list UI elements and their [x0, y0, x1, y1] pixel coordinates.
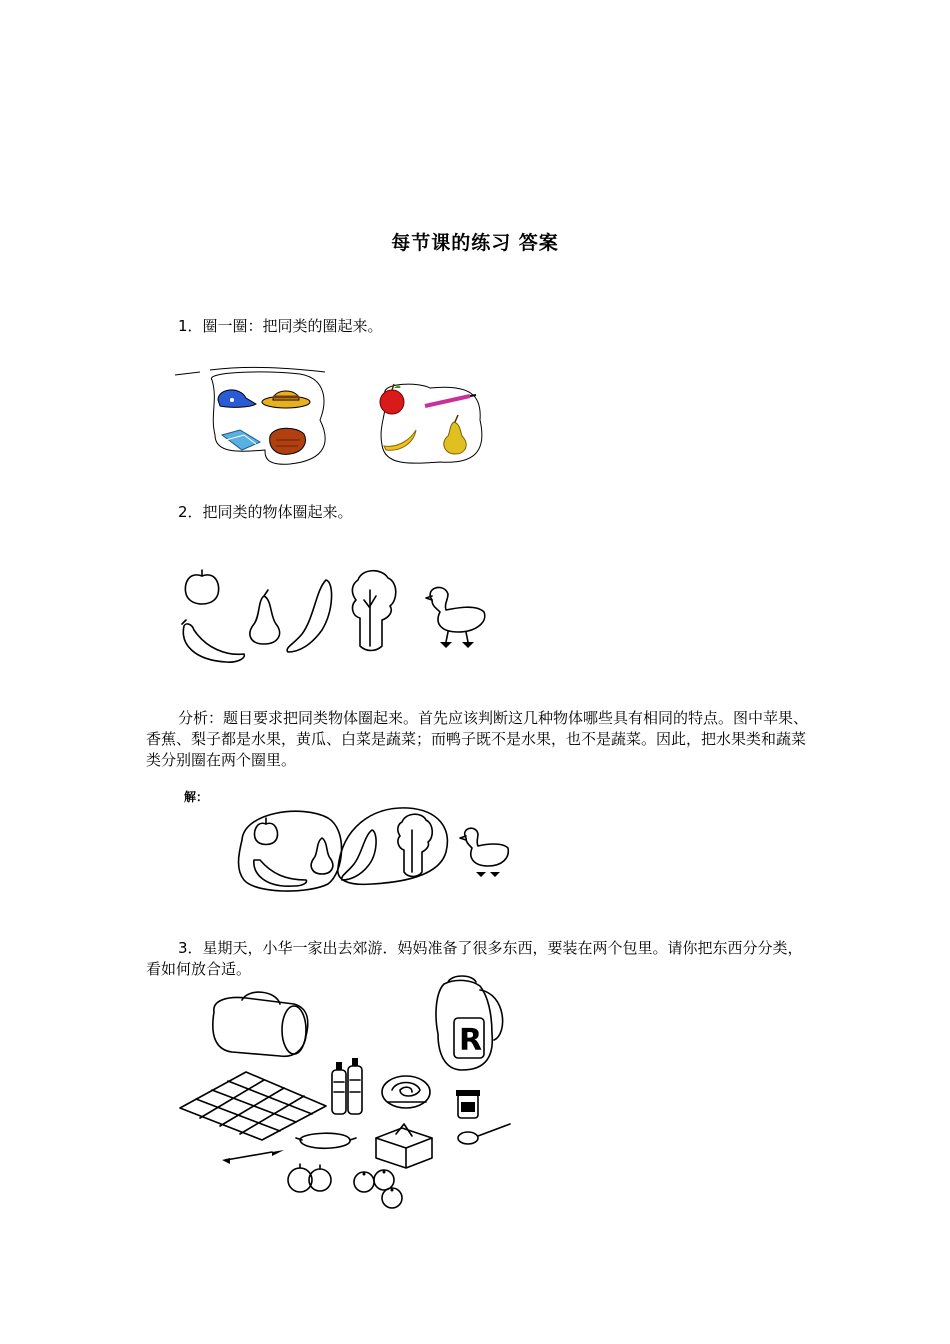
solution-label: 解： — [184, 790, 209, 804]
towel-icon — [222, 430, 260, 450]
backpack-letter: R — [459, 1023, 483, 1058]
water-bottles-icon — [332, 1058, 362, 1114]
banana-icon — [384, 430, 416, 450]
cabbage-outline-icon — [352, 571, 395, 651]
question-3-text: 3．星期天，小华一家出去郊游．妈妈准备了很多东西，要装在两个包里。请你把东西分分类，看如何放合适。 — [146, 939, 803, 978]
duck-outline-icon — [460, 828, 508, 877]
duffel-bag-icon — [213, 992, 308, 1056]
pear-icon — [444, 415, 466, 454]
jam-jar-icon — [456, 1090, 480, 1118]
duck-outline-icon — [426, 587, 485, 648]
sausage-icon — [296, 1133, 356, 1148]
banana-outline-icon — [254, 860, 307, 886]
apple-outline-icon — [254, 818, 277, 845]
cap-icon — [218, 390, 256, 407]
question-2-text: 2．把同类的物体圈起来。 — [178, 503, 353, 521]
vegetable-group-circle — [338, 808, 448, 885]
clothing-circle — [211, 372, 325, 464]
apple-outline-icon — [185, 570, 218, 604]
cabbage-outline-icon — [398, 814, 432, 876]
pen-icon — [222, 1150, 284, 1164]
question-3-figure — [176, 974, 516, 1210]
question-2-figure — [176, 560, 496, 670]
apple-icon — [380, 384, 404, 414]
banana-outline-icon — [182, 620, 244, 662]
glove-icon — [270, 428, 306, 454]
top-scribble — [175, 367, 325, 375]
question-1-text: 1．圈一圈：把同类的圈起来。 — [178, 317, 383, 335]
picnic-mat-icon — [180, 1072, 326, 1140]
apples-icon — [288, 1164, 331, 1192]
analysis-text: 分析：题目要求把同类物体圈起来。首先应该判断这几种物体哪些具有相同的特点。图中苹果、香蕉、梨子都是水果，黄瓜、白菜是蔬菜；而鸭子既不是水果，也不是蔬菜。因此，把水果类和蔬菜类分别圈在两个圈里。 — [146, 709, 809, 769]
pear-outline-icon — [250, 590, 280, 644]
pencil-icon — [425, 395, 476, 406]
spoon-icon — [458, 1124, 510, 1144]
pear-outline-icon — [311, 838, 333, 874]
oranges-icon — [354, 1170, 402, 1208]
bread-roll-icon — [382, 1076, 430, 1108]
tissue-box-icon — [376, 1124, 432, 1168]
question-1-figure — [170, 360, 500, 470]
page-title: 每节课的练习 答案 — [391, 232, 559, 254]
straw-hat-icon — [262, 391, 310, 408]
cucumber-outline-icon — [287, 580, 331, 652]
backpack-icon — [436, 976, 503, 1070]
solution-figure — [232, 800, 514, 896]
